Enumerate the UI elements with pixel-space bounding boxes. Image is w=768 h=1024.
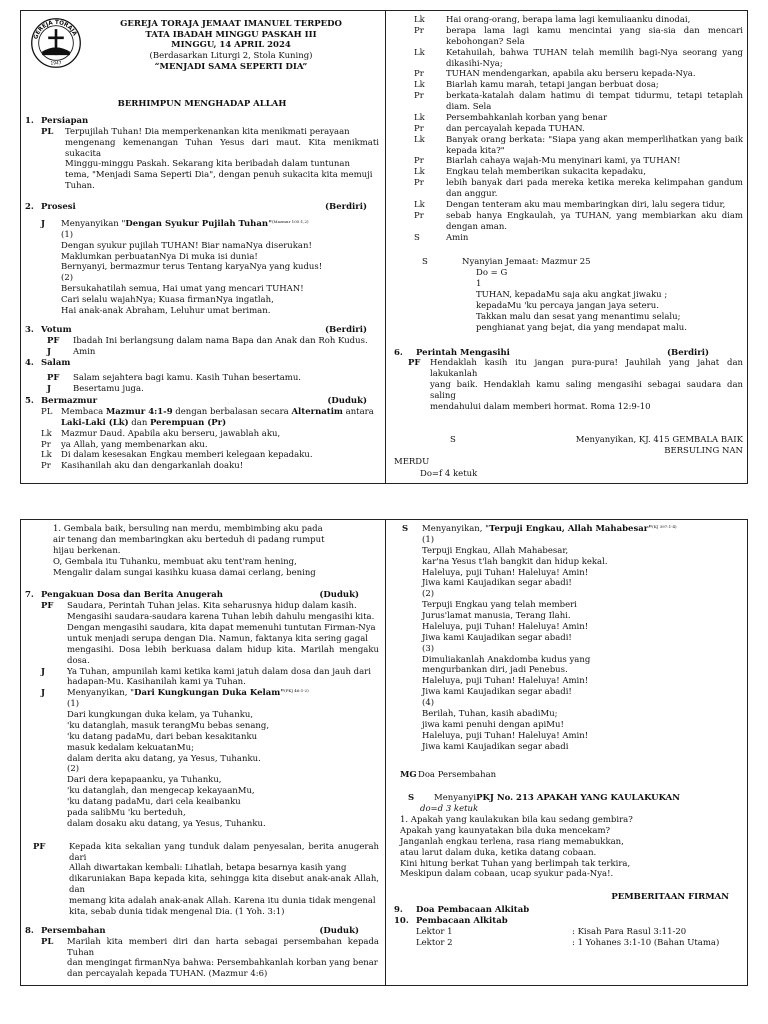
- lyric-line: dalam derita aku datang, ya Yesus, Tuhanku.: [67, 753, 261, 764]
- reading-passage: : 1 Yohanes 3:1-10 (Bahan Utama): [572, 937, 720, 948]
- text-fragment: Laki-Laki (Lk): [61, 417, 129, 428]
- lyric-line: penghianat yang bejat, dia yang mendapat malu.: [476, 322, 687, 333]
- liturgy-row: [394, 358, 743, 412]
- bulletin-page-1: [20, 10, 748, 484]
- lyric-line: Haleluya, puji Tuhan! Haleluya! Amin!: [422, 730, 589, 741]
- song-title: Nyanyian Jemaat: Mazmur 25: [462, 257, 591, 268]
- verse-number: 1: [476, 279, 482, 290]
- liturgy-row: [394, 524, 743, 752]
- item-prosesi: [25, 202, 379, 213]
- song-title-continued: MERDU: [394, 456, 430, 467]
- song-title: Terpuji Engkau, Allah Mahabesar: [489, 524, 649, 534]
- liturgy-text: lebih banyak dari pada mereka ketika mereka kelimpahan gandum dan anggur.: [446, 178, 743, 199]
- liturgy-row: [394, 91, 743, 113]
- speaker-label: J: [41, 218, 46, 229]
- text-line: mengasihi. Dosa lebih berkuasa dalam hidup kita. Marilah mengaku dosa.: [67, 644, 379, 666]
- liturgy-row: [25, 347, 379, 358]
- lyric-line: 1. Gembala baik, bersuling nan merdu, membimbing aku pada: [53, 524, 323, 534]
- song-instruction: [394, 435, 743, 457]
- speaker-label: PL: [41, 406, 53, 417]
- text-line: dikaruniakan Bapa kepada kita, sehingga kita disebut anak-anak Allah, dan: [69, 874, 379, 896]
- speaker-label: S: [402, 524, 409, 534]
- liturgy-text: berapa lama lagi kamu mencintai yang sia-sia dan mencari kebohongan? Sela: [446, 25, 743, 47]
- lyric-line: air tenang dan membaringkan aku berteduh di padang rumput: [53, 534, 325, 545]
- liturgy-row: [25, 440, 379, 451]
- lyric-line: (2): [422, 589, 435, 600]
- lyric-line: Jiwa kami Kaujadikan segar abadi!: [422, 687, 572, 698]
- liturgy-row: [25, 450, 379, 461]
- song-lyrics: [25, 524, 379, 578]
- liturgy-text: Ketahuilah, bahwa TUHAN telah memilih bagi-Nya seorang yang dikasihi-Nya;: [446, 47, 743, 69]
- page1-right-column: [386, 11, 749, 483]
- liturgy-row: [394, 135, 743, 157]
- text-line: dan percayalah kepada TUHAN. (Mazmur 4:6): [67, 969, 268, 980]
- speaker-label: S: [408, 793, 415, 804]
- item-title: Doa Pembacaan Alkitab: [416, 905, 530, 916]
- item-title: Bermazmur: [41, 396, 98, 406]
- liturgy-text: Ibadah Ini berlangsung dalam nama Bapa dan Anak dan Roh Kudus.: [73, 335, 368, 346]
- text-fragment: Membaca: [61, 406, 106, 417]
- speaker-label: Lk: [414, 167, 425, 178]
- lyric-line: 'ku datanglah, dan mengecap kekayaanMu,: [67, 786, 255, 797]
- lyric-line: Bernyanyi, bermazmur terus Tentang karyaNya yang kudus!: [61, 262, 323, 273]
- speaker-label: Lk: [41, 450, 52, 461]
- reader-row: [394, 927, 743, 938]
- liturgy-title: TATA IBADAH MINGGU PASKAH III: [145, 29, 317, 40]
- text-line: mendahului dalam memberi hormat. Roma 12:9-10: [430, 401, 651, 412]
- lyric-line: TUHAN, kepadaMu saja aku angkat jiwaku ;: [476, 290, 668, 300]
- text-fragment: antara: [342, 406, 374, 417]
- psalm-responsive-reading: [394, 15, 743, 243]
- text-line: hadapan-Mu. Kasihanilah kami ya Tuhan.: [67, 677, 246, 688]
- song-title: Menyanyikan, KJ. 415 GEMBALA BAIK BERSULING NAN: [575, 434, 743, 456]
- liturgy-row: [25, 601, 379, 666]
- item-number: 10.: [394, 916, 409, 926]
- speaker-label: PF: [41, 601, 54, 612]
- liturgy-row: [394, 48, 743, 70]
- speaker-label: PF: [47, 373, 60, 384]
- posture-label: (Berdiri): [667, 347, 709, 358]
- lyric-line: 'ku datang padaMu, dari cela keaibanku: [67, 797, 241, 807]
- prayer-title: Doa Persembahan: [418, 770, 497, 781]
- lyric-line: Haleluya, puji Tuhan! Haleluya! Amin!: [422, 676, 589, 687]
- lyric-line: Meskipun dalam cobaan, ucap syukur pada-Nya!.: [400, 869, 614, 880]
- lyric-line: Kini hitung berkat Tuhan yang berlimpah tak terkira,: [400, 858, 631, 869]
- speaker-label: Lk: [414, 80, 425, 91]
- lyric-line: Jurus'lamat manusia, Terang Ilahi.: [422, 611, 571, 621]
- bulletin-header: [25, 15, 379, 93]
- speaker-label: MG: [400, 770, 417, 781]
- lyric-line: jiwa kami penuhi dengan apiMu!: [422, 719, 564, 730]
- speaker-label: J: [47, 346, 52, 357]
- text-line: Tuhan.: [65, 181, 95, 192]
- liturgy-row: [394, 770, 743, 781]
- lyric-line: O, Gembala itu Tuhanku, membuat aku tent'ram hening,: [53, 556, 297, 567]
- liturgy-text: [430, 358, 743, 412]
- song-key: do=d 3 ketuk: [420, 804, 479, 815]
- liturgy-text: [69, 842, 379, 918]
- speaker-label: PF: [408, 358, 421, 369]
- text-fragment: Menyanyikan ": [61, 218, 126, 229]
- liturgy-text: Salam sejahtera bagi kamu. Kasih Tuhan besertamu.: [73, 373, 301, 384]
- lyric-line: 'ku datanglah, masuk terangMu bebas senang,: [67, 720, 270, 731]
- item-number: 3.: [25, 324, 34, 335]
- lyric-line: Dari dera kepapaanku, ya Tuhanku,: [67, 775, 222, 786]
- text-fragment: dengan berbalasan secara: [172, 406, 292, 417]
- song-reference: (PKJ 46:1-2): [284, 688, 309, 694]
- liturgy-text: Kasihanilah aku dan dengarkanlah doaku!: [61, 461, 244, 472]
- page2-right-column: [386, 520, 749, 985]
- liturgy-row: [394, 233, 743, 244]
- page2-left-column: [21, 520, 385, 985]
- liturgy-text: Besertamu juga.: [73, 384, 144, 395]
- text-line: Marilah kita memberi diri dan harta sebagai persembahan kepada Tuhan: [67, 936, 379, 958]
- text-line: Dengan mengasihi saudara, kita dapat memenuhi tuntutan Firman-Nya: [67, 623, 376, 633]
- text-line: Hendaklah kasih itu jangan pura-pura! Jauhilah yang jahat dan lakukanlah: [430, 358, 743, 380]
- speaker-label: Pr: [41, 439, 51, 450]
- lyric-line: Jiwa kami Kaujadikan segar abadi!: [422, 578, 572, 589]
- song-reference: (Mazmur 105:1,2): [271, 218, 309, 224]
- speaker-label: Lk: [414, 112, 425, 123]
- speaker-label: Pr: [414, 156, 424, 167]
- lyric-line: Bersukahatilah semua, Hai umat yang mencari TUHAN!: [61, 284, 304, 295]
- lyric-line: (4): [422, 698, 435, 708]
- lyric-line: Terpuji Engkau yang telah memberi: [422, 600, 577, 611]
- speaker-label: Pr: [414, 210, 424, 221]
- item-title: Perintah Mengasihi: [416, 347, 510, 358]
- lyric-line: hijau berkenan.: [53, 545, 121, 556]
- item-title: Prosesi: [41, 202, 76, 212]
- text-fragment: ": [268, 218, 272, 229]
- speaker-label: J: [41, 666, 46, 677]
- speaker-label: Pr: [41, 461, 51, 472]
- lyric-line: 1. Apakah yang kaulakukan bila kau sedang gembira?: [400, 815, 633, 825]
- text-line: untuk menjadi serupa dengan Dia. Namun, faktanya kita sering gagal: [67, 633, 368, 644]
- reader-label: Lektor 2: [416, 937, 453, 948]
- item-number: 9.: [394, 905, 403, 916]
- item-salam: [25, 358, 379, 369]
- liturgy-row: [394, 124, 743, 135]
- item-title: Votum: [41, 324, 72, 335]
- reader-row: [394, 938, 743, 949]
- item-number: 8.: [25, 925, 34, 936]
- liturgy-row: [394, 211, 743, 233]
- item-pembacaan-alkitab: [394, 916, 743, 927]
- speaker-label: Lk: [414, 134, 425, 145]
- lyric-line: (3): [422, 643, 435, 654]
- liturgy-row: [394, 113, 743, 124]
- speaker-label: Lk: [41, 428, 52, 439]
- lyric-line: 'ku datang padaMu, dari beban kesakitanku: [67, 731, 258, 742]
- lyric-line: dalam dosaku aku datang, ya Yesus, Tuhanku.: [67, 818, 266, 829]
- lyric-line: Cari selalu wajahNya; Kuasa firmanNya ingatlah,: [61, 295, 274, 305]
- text-line: Allah diwartakan kembali: Lihatlah, betapa besarnya kasih yang: [69, 863, 347, 874]
- item-title: Pengakuan Dosa dan Berita Anugerah: [41, 590, 223, 601]
- speaker-label: PL: [41, 126, 54, 137]
- text-fragment: ": [280, 688, 285, 699]
- song-block: [422, 524, 743, 752]
- lyric-line: Janganlah engkau terlena, rasa riang memabukkan,: [400, 836, 624, 847]
- item-number: 2.: [25, 202, 34, 212]
- speaker-label: Pr: [414, 123, 424, 134]
- liturgy-row: [394, 69, 743, 80]
- song-key: Do = G: [476, 268, 508, 279]
- liturgy-text: Biarlah cahaya wajah-Mu menyinari kami, ya TUHAN!: [446, 156, 681, 167]
- item-doa-pembacaan-alkitab: [394, 905, 743, 916]
- item-number: 7.: [25, 590, 34, 601]
- text-line: Terpujilah Tuhan! Dia memperkenankan kita menikmati perayaan: [65, 126, 350, 137]
- liturgy-row: [25, 842, 379, 918]
- liturgy-text: Biarlah kamu marah, tetapi jangan berbuat dosa;: [446, 80, 659, 91]
- lyric-line: (2): [61, 273, 74, 284]
- speaker-label: Pr: [414, 69, 424, 80]
- lyric-line: (1): [422, 534, 435, 545]
- song-block: [462, 257, 743, 333]
- song-title: Dari Kungkungan Duka Kelam: [134, 688, 281, 699]
- lyric-line: Takkan malu dan sesat yang menantimu selalu;: [476, 311, 681, 322]
- liturgy-text: Amin: [73, 346, 96, 357]
- church-name: GEREJA TORAJA JEMAAT IMANUEL TERPEDO: [120, 19, 342, 29]
- speaker-label: Lk: [414, 15, 425, 25]
- page1-left-column: [21, 11, 385, 483]
- item-title: Salam: [41, 358, 71, 369]
- liturgy-text: dan percayalah kepada TUHAN.: [446, 123, 585, 134]
- liturgy-row: [25, 937, 379, 981]
- lyric-line: Hai anak-anak Abraham, Leluhur umat beriman.: [61, 305, 271, 316]
- song-key: Do=f 4 ketuk: [420, 469, 478, 480]
- text-fragment: Mazmur 4:1-9: [105, 406, 173, 417]
- posture-label: (Berdiri): [325, 202, 367, 212]
- speaker-label: S: [422, 257, 428, 268]
- congregation-song: [394, 257, 743, 333]
- item-bermazmur: [25, 396, 379, 407]
- lyric-line: mengurbankan diri, jadi Penebus.: [422, 665, 568, 676]
- item-perintah-mengasihi: [394, 348, 743, 359]
- service-theme: “MENJADI SAMA SEPERTI DIA”: [154, 61, 308, 72]
- speaker-label: Pr: [414, 91, 424, 102]
- posture-label: (Duduk): [327, 396, 367, 406]
- liturgy-text: [67, 667, 379, 689]
- liturgy-text: Persembahkanlah korban yang benar: [446, 112, 608, 123]
- logo-lettering: GEREJA TORAJA: [33, 19, 78, 41]
- text-fragment: Menyanyikan, ": [67, 688, 135, 699]
- speaker-label: PL: [41, 936, 54, 947]
- liturgy-row: [394, 167, 743, 178]
- liturgy-text: berkata-katalah dalam hatimu di tempat tidurmu, tetapi tetaplah diam. Sela: [446, 91, 743, 112]
- lyric-line: Dimuliakanlah Anakdomba kudus yang: [422, 654, 591, 665]
- lyric-line: masuk kedalam kekuatanMu;: [67, 742, 194, 753]
- liturgy-text: [67, 937, 379, 981]
- liturgy-row: [394, 156, 743, 167]
- liturgy-row: [25, 461, 379, 472]
- liturgy-text: Hai orang-orang, berapa lama lagi kemuliaanku dinodai,: [446, 15, 691, 25]
- liturgy-text: Mazmur Daud. Apabila aku berseru, jawablah aku,: [61, 428, 281, 439]
- section-heading: BERHIMPUN MENGHADAP ALLAH: [117, 99, 287, 109]
- lyric-line: pada salibMu 'ku berteduh,: [67, 807, 186, 818]
- liturgy-row: [25, 373, 379, 384]
- speaker-label: Lk: [414, 47, 425, 58]
- lyric-line: Apakah yang kaunyatakan bila duka mencekam?: [400, 825, 611, 836]
- lyric-line: Jiwa kami Kaujadikan segar abadi: [422, 741, 569, 752]
- reading-passage: : Kisah Para Rasul 3:11-20: [572, 926, 687, 937]
- text-line: tema, "Menjadi Sama Seperti Dia", dengan penuh sukacita kita memuji: [65, 170, 373, 181]
- liturgy-row: [25, 429, 379, 440]
- song-intro: [67, 688, 379, 699]
- lyric-line: Mengalir dalam sungai kasihku kuasa damai cerlang, bening: [53, 567, 316, 578]
- lyric-line: Berilah, Tuhan, kasih abadiMu;: [422, 708, 558, 719]
- text-line: Kepada kita sekalian yang tunduk dalam penyesalan, berita anugerah dari: [69, 841, 379, 863]
- song-intro: [61, 219, 379, 230]
- posture-label: (Duduk): [319, 925, 359, 936]
- liturgy-row: [25, 407, 379, 429]
- liturgy-text: [65, 127, 379, 192]
- liturgy-row: [394, 80, 743, 91]
- text-fragment: Perempuan (Pr): [150, 417, 227, 428]
- text-line: memang kita adalah anak-anak Allah. Karena itu dunia tidak mengenal: [69, 896, 376, 906]
- text-line: Minggu-minggu Paskah. Sekarang kita beribadah dalam tuntunan: [65, 159, 350, 170]
- lyric-line: Dengan syukur pujilah TUHAN! Biar namaNya diserukan!: [61, 240, 312, 251]
- lyric-line: (2): [67, 764, 80, 775]
- lyric-line: Jiwa kami Kaujadikan segar abadi!: [422, 632, 572, 643]
- song-block: [61, 219, 379, 317]
- item-title: Persiapan: [41, 115, 89, 126]
- liturgy-row: [25, 384, 379, 395]
- text-fragment: ": [648, 524, 653, 534]
- speaker-label: Pr: [414, 178, 424, 189]
- lyric-line: atau larut dalam duka, ketika datang cobaan.: [400, 847, 597, 858]
- lyric-line: (1): [67, 699, 80, 710]
- church-logo-icon: [30, 17, 82, 69]
- song-instruction: [394, 793, 743, 804]
- liturgy-text: [67, 601, 379, 666]
- liturgy-text: Amin: [446, 232, 469, 243]
- song-title: PKJ No. 213 APAKAH YANG KAULAKUKAN: [476, 793, 680, 804]
- text-line: [61, 418, 379, 429]
- text-fragment: Menyanyikan, ": [422, 524, 490, 534]
- item-persiapan: [25, 116, 379, 127]
- text-fragment: dan: [128, 417, 150, 428]
- text-line: Mengasihi saudara-saudara karena Tuhan lebih dahulu mengasihi kita.: [67, 612, 375, 623]
- speaker-label: S: [414, 232, 420, 243]
- song-lyrics: [394, 815, 743, 880]
- song-title: Dengan Syukur Pujilah Tuhan: [125, 218, 269, 229]
- item-votum: [25, 325, 379, 336]
- liturgy-row: [394, 15, 743, 26]
- posture-label: (Duduk): [319, 590, 359, 601]
- text-line: Ya Tuhan, ampunilah kami ketika kami jatuh dalam dosa dan jauh dari: [67, 666, 371, 677]
- reader-label: Lektor 1: [416, 926, 453, 937]
- lyric-line: Maklumkan perbuatanNya Di muka isi dunia!: [61, 251, 258, 262]
- lyric-line: Haleluya, puji Tuhan! Haleluya! Amin!: [422, 621, 589, 632]
- speaker-label: PF: [47, 335, 60, 346]
- text-line: [61, 407, 379, 418]
- speaker-label: J: [41, 688, 46, 699]
- text-line: mengenang kemenangan Tuhan Yesus dari maut. Kita menikmati sukacita: [65, 137, 379, 159]
- lyric-line: (1): [61, 229, 74, 240]
- item-pengakuan-dosa: [25, 590, 379, 601]
- song-reference: (KJ 397:1-4): [652, 524, 677, 529]
- liturgy-text: TUHAN mendengarkan, apabila aku berseru kepada-Nya.: [446, 69, 696, 80]
- item-number: 4.: [25, 358, 34, 369]
- song-intro: [422, 524, 743, 535]
- text-line: kita, sebab dunia tidak mengenal Dia. (1 Yoh. 3:1): [69, 906, 285, 917]
- item-number: 6.: [394, 347, 403, 358]
- section-heading: PEMBERITAAN FIRMAN: [611, 892, 729, 903]
- speaker-label: J: [47, 384, 52, 395]
- liturgy-text: Di dalam kesesakan Engkau memberi kelegaan kepadaku.: [61, 450, 313, 461]
- liturgy-text: Banyak orang berkata: "Siapa yang akan memperlihatkan yang baik kepada kita?": [446, 134, 743, 156]
- liturgy-row: [394, 200, 743, 211]
- liturgy-row: [25, 688, 379, 829]
- item-number: 1.: [25, 115, 34, 126]
- liturgy-basis: (Berdasarkan Liturgi 2, Stola Kuning): [149, 50, 313, 61]
- speaker-label: Pr: [414, 25, 424, 36]
- item-title: Pembacaan Alkitab: [416, 916, 508, 926]
- liturgy-text: Engkau telah memberikan sukacita kepadaku,: [446, 167, 646, 178]
- liturgy-text: Dengan tenteram aku mau membaringkan diri, lalu segera tidur,: [446, 199, 726, 210]
- lyric-line: kar'na Yesus t'lah bangkit dan hidup kekal.: [422, 556, 608, 567]
- liturgy-text: sebab hanya Engkaulah, ya TUHAN, yang membiarkan aku diam dengan aman.: [446, 210, 743, 232]
- speaker-label: PF: [33, 841, 46, 852]
- liturgy-row: [394, 26, 743, 48]
- lyric-line: kepadaMu 'ku percaya jangan jaya seteru.: [476, 300, 659, 311]
- text-fragment: Menyanyi: [434, 793, 477, 804]
- item-title: Persembahan: [41, 925, 106, 936]
- liturgy-row: [25, 336, 379, 347]
- lyric-line: Terpuji Engkau, Allah Mahabesar,: [422, 545, 569, 556]
- speaker-label: S: [450, 434, 456, 445]
- liturgy-text: ya Allah, yang membenarkan aku.: [61, 439, 208, 450]
- text-line: yang baik. Hendaklah kamu saling mengasihi sebagai saudara dan saling: [430, 380, 743, 401]
- text-line: dan mengingat firmanNya bahwa: Persembahkanlah korban yang benar: [67, 958, 378, 969]
- item-persembahan: [25, 926, 379, 937]
- liturgy-row: [25, 219, 379, 317]
- song-block: [67, 688, 379, 829]
- service-date: MINGGU, 14 APRIL 2024: [171, 40, 291, 51]
- logo-year: 1947: [50, 61, 62, 67]
- text-fragment: Alternatim: [291, 406, 343, 417]
- bulletin-page-2: [20, 519, 748, 986]
- item-number: 5.: [25, 396, 34, 406]
- header-text: [83, 19, 379, 72]
- liturgy-row: [394, 178, 743, 200]
- liturgy-row: [25, 127, 379, 192]
- posture-label: (Berdiri): [325, 324, 367, 335]
- text-line: Saudara, Perintah Tuhan jelas. Kita seharusnya hidup dalam kasih.: [67, 601, 357, 612]
- liturgy-row: [25, 667, 379, 689]
- liturgy-text: [61, 407, 379, 429]
- lyric-line: Haleluya, puji Tuhan! Haleluya! Amin!: [422, 567, 589, 578]
- lyric-line: Dari kungkungan duka kelam, ya Tuhanku,: [67, 710, 254, 720]
- speaker-label: Lk: [414, 199, 425, 210]
